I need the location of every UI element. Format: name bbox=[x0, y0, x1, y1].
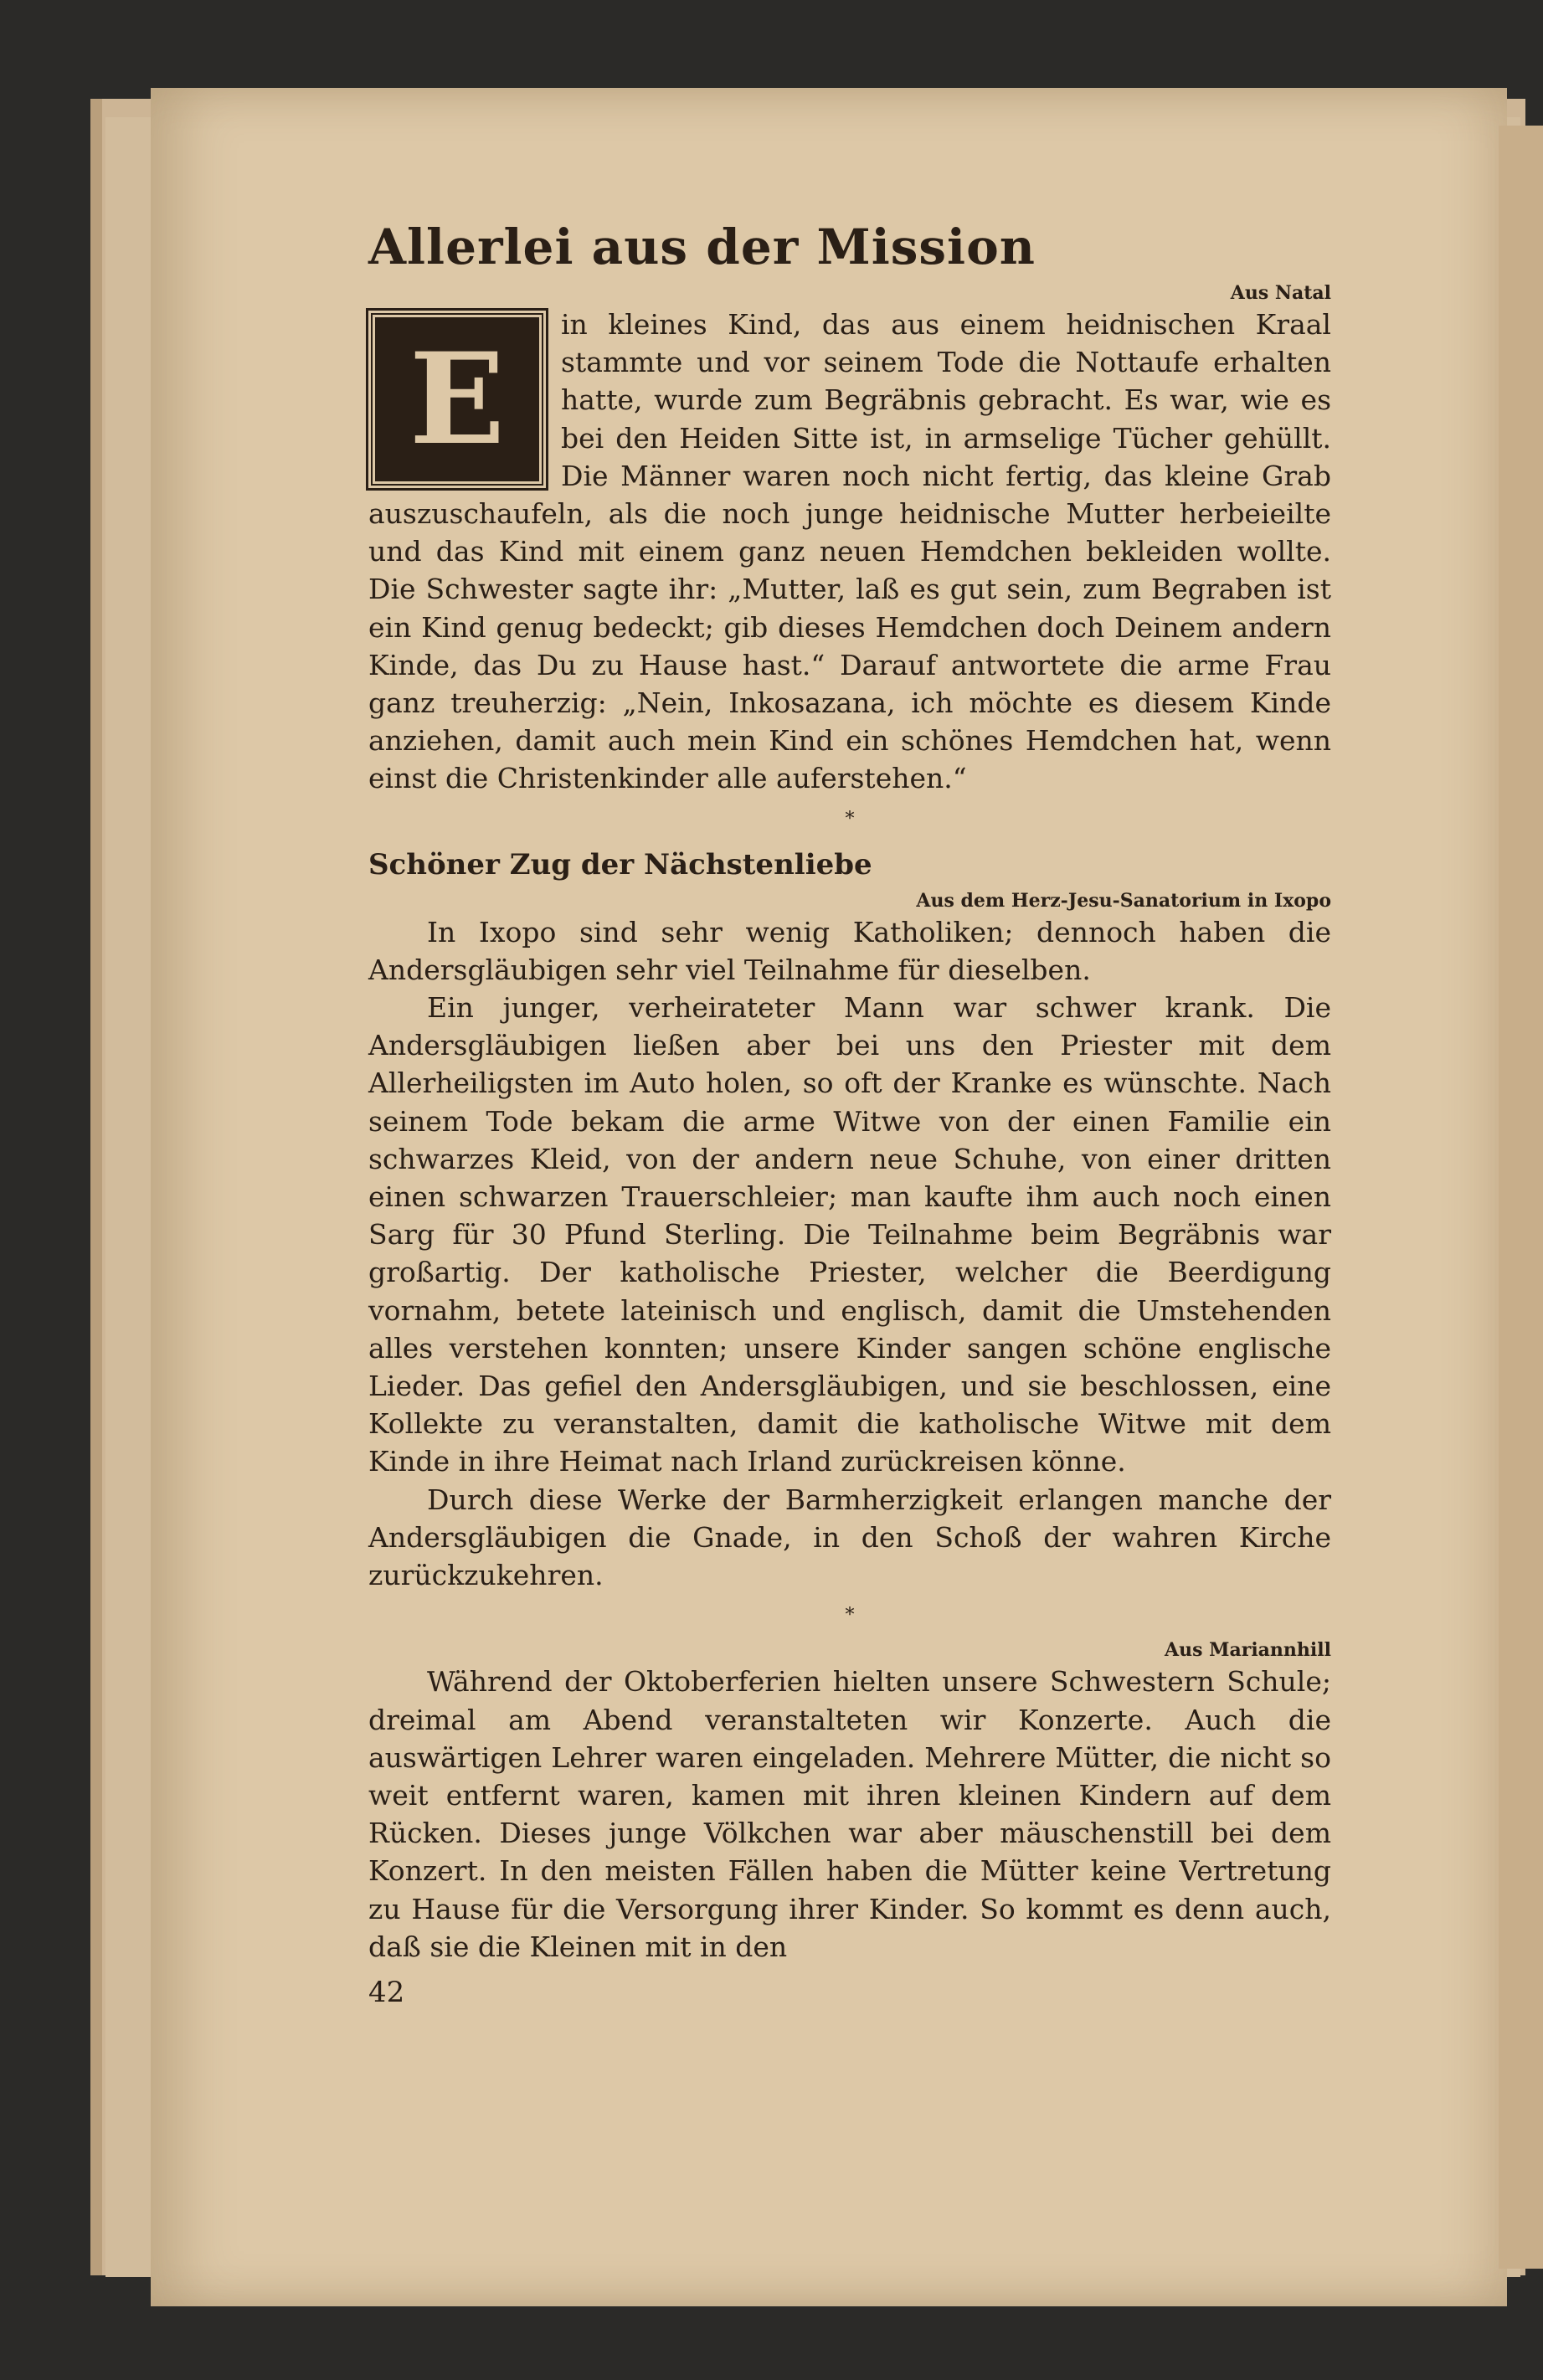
drop-cap-ornament bbox=[368, 311, 546, 488]
section-source-ixopo: Aus dem Herz-Jesu-Sanatorium in Ixopo bbox=[916, 889, 1331, 912]
page-title: Allerlei aus der Mission bbox=[368, 218, 1036, 275]
section-mariannhill bbox=[368, 1637, 1331, 1966]
facing-page-edge bbox=[1499, 126, 1543, 2269]
paragraph: Ein junger, verheirateter Mann war schwer krank. Die Andersgläubigen ließen aber bei uns den Priester mit dem Allerheiligsten im Auto holen, so oft der Kranke es wünschte. Nach seinem Tode bekam die arme Witwe von der einen Familie ein schwarzes Kleid, von der andern neue Schuhe, von einer dritten einen schwarzen Trauerschleier; man kaufte ihm auch noch einen Sarg für 30 Pfund Sterling. Die Teilnahme beim Begräbnis war großartig. Der katholische Priester, welcher die Beerdigung vornahm, betete lateinisch und englisch, damit die Umstehenden alles verstehen konnten; unsere Kinder sangen schöne englische Lieder. Das gefiel den Andersgläubigen, und sie beschlossen, eine Kollekte zu veranstalten, damit die katholische Witwe mit dem Kinde in ihre Heimat nach Irland zurückreisen könne. bbox=[368, 991, 1331, 1478]
page-content bbox=[368, 213, 1331, 1966]
section-title-ixopo: Schöner Zug der Nächstenliebe bbox=[368, 847, 872, 882]
section-ixopo bbox=[368, 841, 1331, 1595]
section-natal-text: in kleines Kind, das aus einem heidnischen Kraal stammte und vor seinem Tode die Nottaufe erhalten hatte, wurde zum Begräbnis gebracht. Es war, wie es bei den Heiden Sitte ist, in armselige Tücher gehüllt. Die Männer waren noch nicht fertig, das kleine Grab auszuschaufeln, als die noch junge heidnische Mutter herbeieilte und das Kind mit einem ganz neuen Hemdchen bekleiden wollte. Die Schwester sagte ihr: „Mutter, laß es gut sein, zum Begraben ist ein Kind genug bedeckt; gib dieses Hemdchen doch Deinem andern Kinde, das Du zu Hause hast.“ Darauf antwortete die arme Frau ganz treuherzig: „Nein, Inkosazana, ich möchte es diesem Kinde anziehen, damit auch mein Kind ein schönes Hemdchen hat, wenn einst die Christenkinder alle auferstehen.“ bbox=[368, 308, 1331, 795]
drop-cap-letter: E bbox=[368, 311, 546, 488]
section-mariannhill-text: Während der Oktoberferien hielten unsere Schwestern Schule; dreimal am Abend veranstalteten wir Konzerte. Auch die auswärtigen Lehrer waren eingeladen. Mehrere Mütter, die nicht so weit entfernt waren, kamen mit ihren kleinen Kindern auf dem Rücken. Dieses junge Völkchen war aber mäuschenstill bei dem Konzert. In den meisten Fällen haben die Mütter keine Vertretung zu Hause für die Versorgung ihrer Kinder. So kommt es denn auch, daß sie die Kleinen mit in den bbox=[368, 1665, 1331, 1963]
separator-star: * bbox=[845, 808, 855, 830]
page-number: 42 bbox=[368, 1976, 405, 2009]
section-natal bbox=[368, 280, 1331, 798]
separator-star: * bbox=[845, 1605, 855, 1627]
paragraph: In Ixopo sind sehr wenig Katholiken; dennoch haben die Andersgläubigen sehr viel Teilnahme für dieselben. bbox=[368, 915, 1331, 986]
paragraph: Durch diese Werke der Barmherzigkeit erlangen manche der Andersgläubigen die Gnade, in den Schoß der wahren Kirche zurückzukehren. bbox=[368, 1483, 1331, 1592]
section-source-natal: Aus Natal bbox=[1230, 282, 1331, 304]
section-source-mariannhill: Aus Mariannhill bbox=[1165, 1639, 1331, 1662]
